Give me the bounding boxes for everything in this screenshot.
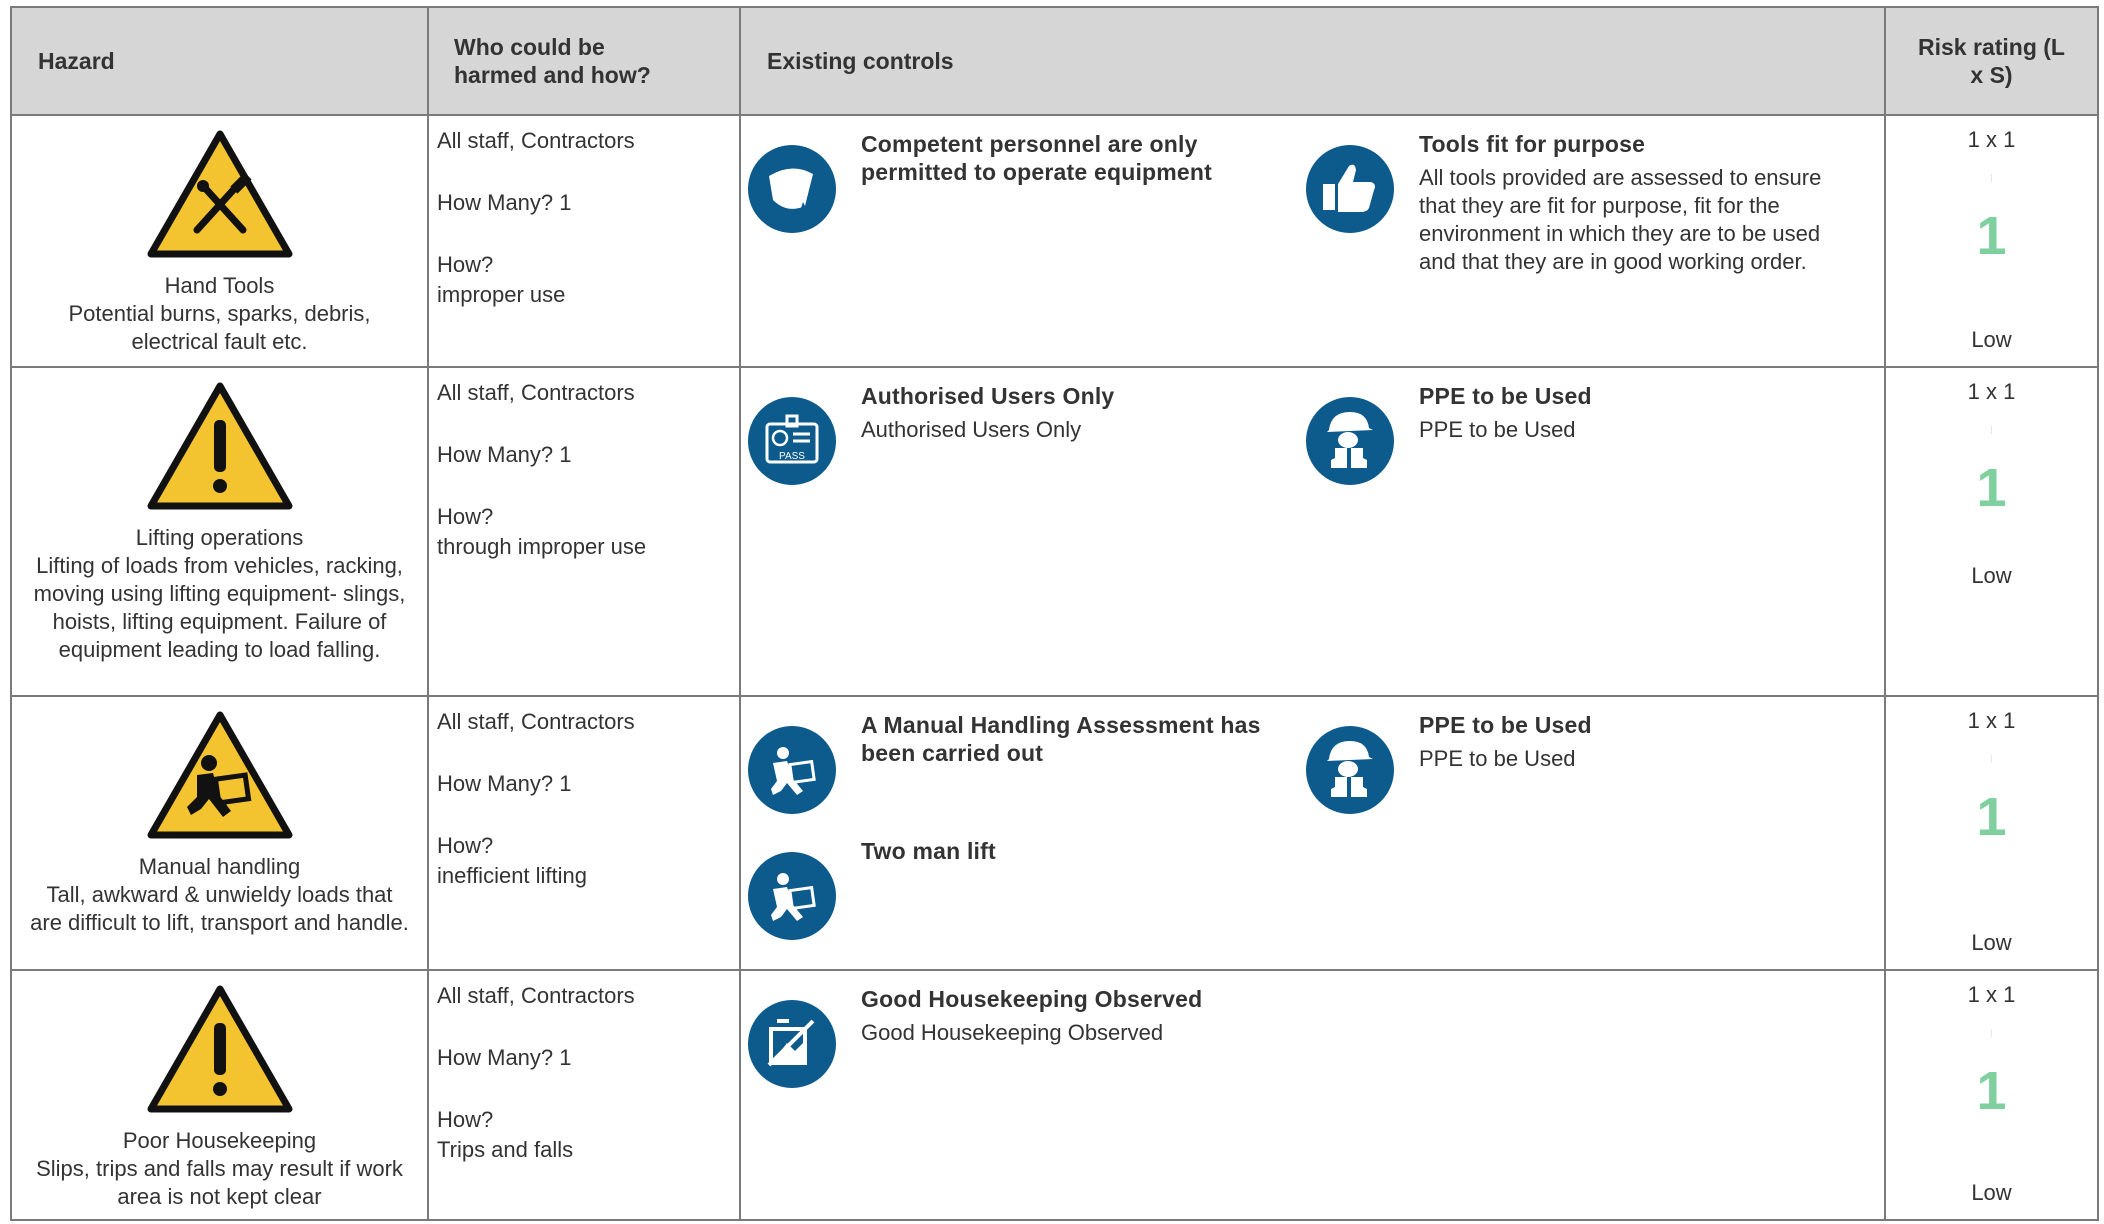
hazard-cell — [11, 696, 428, 970]
how-text: Trips and falls — [437, 1137, 574, 1162]
hazard-description: Tall, awkward & unwieldy loads that are difficult to lift, transport and handle. — [30, 882, 409, 935]
control-description: Good Housekeeping Observed — [861, 1020, 1164, 1045]
control-title: Good Housekeeping Observed — [861, 986, 1203, 1012]
how-many: How Many? 1 — [437, 190, 572, 215]
header-risk — [1885, 7, 2098, 115]
risk-level: Low — [1971, 1180, 2012, 1205]
who-affected: All staff, Contractors — [437, 983, 635, 1008]
how-many: How Many? 1 — [437, 1045, 572, 1070]
hazard-description: Lifting of loads from vehicles, racking, moving using lifting equipment- slings, hoists, lifting equipment. Failure of equipment leading to load falling. — [33, 553, 406, 662]
ppe-icon — [1305, 725, 1395, 815]
hazard-name: Poor Housekeeping — [122, 1128, 317, 1153]
pass-badge-icon — [747, 396, 837, 486]
control-item — [1305, 711, 1863, 815]
control-description: All tools provided are assessed to ensure that they are fit for purpose, fit for the environment in which they are to be used and that they are in good working order. — [1419, 165, 1822, 274]
ppe-icon — [1305, 396, 1395, 486]
who-affected: All staff, Contractors — [437, 709, 635, 734]
control-item — [747, 382, 1305, 486]
risk-cell — [1885, 367, 2098, 696]
who-affected: All staff, Contractors — [437, 380, 635, 405]
risk-likelihood-severity: 1 x 1 — [1967, 127, 2016, 152]
hazard-cell — [11, 367, 428, 696]
hazard-name: Lifting operations — [135, 525, 304, 550]
header-hazard: Hazard — [11, 7, 428, 115]
controls-cell — [740, 367, 1885, 696]
control-title: Tools fit for purpose — [1419, 131, 1646, 157]
controls-cell — [740, 696, 1885, 970]
risk-assessment-table — [10, 6, 2099, 1221]
controls-cell — [740, 115, 1885, 367]
how-text: improper use — [437, 282, 566, 307]
control-title: Two man lift — [861, 838, 996, 864]
risk-value: 1 — [1976, 206, 2007, 266]
header-who-text: Who could be harmed and how? — [454, 34, 651, 88]
hazard-cell — [11, 970, 428, 1220]
tools-warning-icon — [147, 130, 293, 258]
hazard-name: Hand Tools — [164, 273, 275, 298]
risk-likelihood-severity: 1 x 1 — [1967, 379, 2016, 404]
header-risk-text: Risk rating (L x S) — [1918, 34, 2065, 88]
control-title: PPE to be Used — [1419, 383, 1592, 409]
who-affected: All staff, Contractors — [437, 128, 635, 153]
manual-handling-icon — [747, 851, 837, 941]
manual-handling-warning-icon — [147, 711, 293, 839]
how-text: inefficient lifting — [437, 863, 588, 888]
controls-cell — [740, 970, 1885, 1220]
how-label: How? — [437, 1107, 494, 1132]
table-header-row — [11, 7, 2098, 115]
header-controls: Existing controls — [740, 7, 1885, 115]
risk-value: 1 — [1976, 787, 2007, 847]
manual-handling-icon — [747, 725, 837, 815]
risk-level: Low — [1971, 327, 2012, 352]
who-cell — [428, 115, 740, 367]
risk-divider — [1991, 174, 1992, 182]
table-row — [11, 115, 2098, 367]
control-description: PPE to be Used — [1419, 417, 1576, 442]
table-row — [11, 367, 2098, 696]
thumbs-up-icon — [1305, 144, 1395, 234]
how-text: through improper use — [437, 534, 647, 559]
risk-value: 1 — [1976, 458, 2007, 518]
svg-text:PASS: PASS — [779, 451, 805, 462]
exclamation-warning-icon — [147, 985, 293, 1113]
control-description: Authorised Users Only — [861, 417, 1082, 442]
risk-cell — [1885, 696, 2098, 970]
risk-likelihood-severity: 1 x 1 — [1967, 708, 2016, 733]
how-many: How Many? 1 — [437, 442, 572, 467]
who-cell — [428, 367, 740, 696]
control-item — [747, 711, 1305, 815]
risk-divider — [1991, 755, 1992, 763]
how-label: How? — [437, 252, 494, 277]
risk-divider — [1991, 426, 1992, 434]
control-item — [1305, 130, 1863, 276]
risk-likelihood-severity: 1 x 1 — [1967, 982, 2016, 1007]
how-label: How? — [437, 833, 494, 858]
who-cell — [428, 970, 740, 1220]
hazard-description: Potential burns, sparks, debris, electrical fault etc. — [68, 301, 371, 354]
risk-cell — [1885, 970, 2098, 1220]
risk-divider — [1991, 1029, 1992, 1037]
control-item — [1305, 382, 1863, 486]
how-label: How? — [437, 504, 494, 529]
risk-level: Low — [1971, 930, 2012, 955]
control-item — [747, 130, 1305, 276]
control-title: Authorised Users Only — [861, 383, 1115, 409]
control-item — [747, 837, 1305, 941]
risk-cell — [1885, 115, 2098, 367]
control-title: PPE to be Used — [1419, 712, 1592, 738]
how-many: How Many? 1 — [437, 771, 572, 796]
table-row — [11, 970, 2098, 1220]
exclamation-warning-icon — [147, 382, 293, 510]
risk-level: Low — [1971, 563, 2012, 588]
control-title: Competent personnel are only permitted to operate equipment — [861, 131, 1213, 185]
who-cell — [428, 696, 740, 970]
trained-personnel-icon — [747, 144, 837, 234]
hazard-cell — [11, 115, 428, 367]
header-who — [428, 7, 740, 115]
housekeeping-icon — [747, 999, 837, 1089]
hazard-description: Slips, trips and falls may result if work area is not kept clear — [36, 1156, 403, 1209]
control-item — [747, 985, 1305, 1089]
risk-value: 1 — [1976, 1061, 2007, 1121]
control-description: PPE to be Used — [1419, 746, 1576, 771]
hazard-name: Manual handling — [138, 854, 301, 879]
control-title: A Manual Handling Assessment has been carried out — [861, 712, 1261, 766]
table-row — [11, 696, 2098, 970]
